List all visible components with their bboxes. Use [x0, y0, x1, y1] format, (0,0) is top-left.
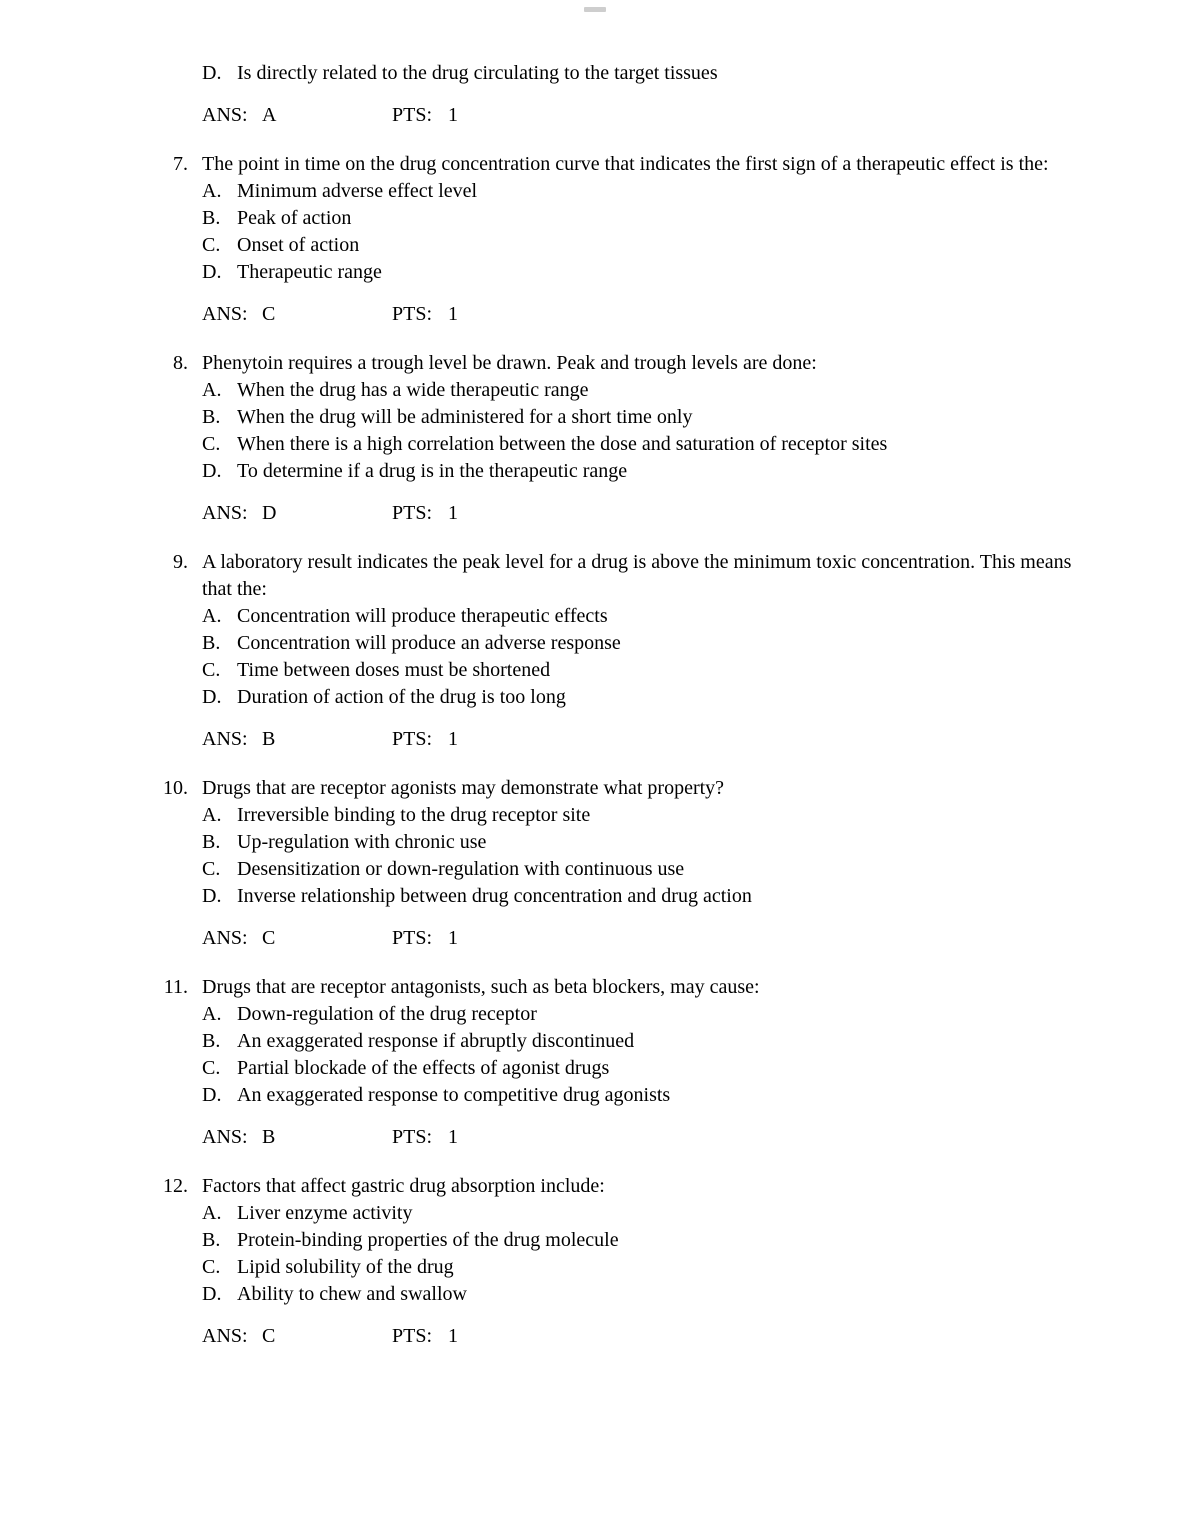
question-stem: A laboratory result indicates the peak level for a drug is above the minimum toxic concentration. This means that the: — [202, 551, 1072, 600]
question-number: 11. — [163, 976, 188, 998]
ans-label: ANS: — [202, 927, 248, 949]
option-letter: C. — [202, 858, 221, 880]
option-text: When there is a high correlation between the dose and saturation of receptor sites — [237, 433, 888, 455]
option-letter: B. — [202, 406, 221, 428]
question-number: 9. — [173, 551, 188, 573]
option-row — [202, 458, 1082, 485]
option-letter: D. — [202, 460, 222, 482]
option-row — [202, 178, 1082, 205]
question-stem-row — [163, 775, 1082, 802]
ans-label: ANS: — [202, 728, 248, 750]
option-row — [202, 802, 1082, 829]
option-letter: C. — [202, 659, 221, 681]
ans-label: ANS: — [202, 1126, 248, 1148]
option-text: An exaggerated response if abruptly discontinued — [237, 1030, 635, 1052]
option-row — [202, 232, 1082, 259]
option-letter: C. — [202, 1256, 221, 1278]
options-list — [202, 1001, 1082, 1109]
pts-value: 1 — [448, 1325, 458, 1347]
question-stem: Phenytoin requires a trough level be drawn. Peak and trough levels are done: — [202, 352, 817, 374]
pts-label: PTS: — [392, 927, 433, 949]
ans-label: ANS: — [202, 1325, 248, 1347]
option-letter: D. — [202, 1283, 222, 1305]
pts-label: PTS: — [392, 104, 433, 126]
option-text: Lipid solubility of the drug — [237, 1256, 454, 1278]
pts-value: 1 — [448, 303, 458, 325]
option-row — [202, 856, 1082, 883]
option-letter: B. — [202, 1229, 221, 1251]
option-row — [202, 1227, 1082, 1254]
answer-row — [202, 925, 1082, 952]
question-block — [173, 350, 1082, 527]
option-letter: A. — [202, 1202, 222, 1224]
option-letter: D. — [202, 261, 222, 283]
option-letter: C. — [202, 1057, 221, 1079]
option-letter: D. — [202, 686, 222, 708]
option-row — [202, 1082, 1082, 1109]
ans-label: ANS: — [202, 303, 248, 325]
ans-label: ANS: — [202, 104, 248, 126]
option-letter: A. — [202, 180, 222, 202]
option-letter: B. — [202, 1030, 221, 1052]
question-stem-row — [173, 549, 1082, 603]
option-text: Concentration will produce therapeutic effects — [237, 605, 608, 627]
option-row — [202, 684, 1082, 711]
question-stem: Drugs that are receptor antagonists, such as beta blockers, may cause: — [202, 976, 760, 998]
answer-row — [202, 1124, 1082, 1151]
options-list — [202, 60, 1082, 87]
pts-label: PTS: — [392, 1325, 433, 1347]
option-letter: C. — [202, 433, 221, 455]
ans-value: B — [262, 1126, 276, 1148]
answer-row — [202, 500, 1082, 527]
question-block — [163, 974, 1082, 1151]
question-stem-row — [163, 1173, 1082, 1200]
option-letter: B. — [202, 831, 221, 853]
answer-row — [202, 102, 1082, 129]
option-text: Time between doses must be shortened — [237, 659, 551, 681]
ans-value: C — [262, 1325, 276, 1347]
option-text: Therapeutic range — [237, 261, 382, 283]
question-number: 7. — [173, 153, 188, 175]
ans-value: C — [262, 927, 276, 949]
option-text: Desensitization or down-regulation with continuous use — [237, 858, 685, 880]
question-block — [173, 151, 1082, 328]
option-text: Is directly related to the drug circulating to the target tissues — [237, 62, 718, 84]
question-block — [163, 775, 1082, 952]
question-block — [173, 549, 1082, 753]
pts-label: PTS: — [392, 1126, 433, 1148]
option-text: To determine if a drug is in the therapeutic range — [237, 460, 628, 482]
pts-label: PTS: — [392, 303, 433, 325]
question-stem-row — [163, 974, 1082, 1001]
ans-value: A — [262, 104, 277, 126]
pts-value: 1 — [448, 927, 458, 949]
pts-value: 1 — [448, 502, 458, 524]
option-row — [202, 883, 1082, 910]
option-row — [202, 259, 1082, 286]
option-text: When the drug has a wide therapeutic range — [237, 379, 589, 401]
option-row — [202, 431, 1082, 458]
page-top-micro-text — [584, 7, 606, 12]
option-row — [202, 404, 1082, 431]
option-text: Protein-binding properties of the drug molecule — [237, 1229, 619, 1251]
option-row — [202, 1200, 1082, 1227]
option-letter: D. — [202, 885, 222, 907]
option-row — [202, 1254, 1082, 1281]
option-row — [202, 1055, 1082, 1082]
option-letter: A. — [202, 804, 222, 826]
options-list — [202, 377, 1082, 485]
option-row — [202, 630, 1082, 657]
question-block — [163, 1173, 1082, 1350]
answer-row — [202, 1323, 1082, 1350]
questions-list — [163, 60, 1082, 1350]
option-text: Minimum adverse effect level — [237, 180, 478, 202]
pts-label: PTS: — [392, 728, 433, 750]
option-letter: D. — [202, 62, 222, 84]
question-stem-row — [173, 350, 1082, 377]
pts-label: PTS: — [392, 502, 433, 524]
options-list — [202, 802, 1082, 910]
option-letter: D. — [202, 1084, 222, 1106]
option-text: Partial blockade of the effects of agonist drugs — [237, 1057, 610, 1079]
option-text: Inverse relationship between drug concentration and drug action — [237, 885, 752, 907]
option-text: Peak of action — [237, 207, 352, 229]
option-row — [202, 1001, 1082, 1028]
question-stem: Drugs that are receptor agonists may demonstrate what property? — [202, 777, 725, 799]
option-text: Irreversible binding to the drug receptor site — [237, 804, 591, 826]
option-text: Ability to chew and swallow — [237, 1283, 467, 1305]
option-letter: A. — [202, 1003, 222, 1025]
question-stem: Factors that affect gastric drug absorption include: — [202, 1175, 605, 1197]
option-letter: A. — [202, 379, 222, 401]
option-row — [202, 205, 1082, 232]
option-letter: B. — [202, 207, 221, 229]
options-list — [202, 603, 1082, 711]
option-text: Liver enzyme activity — [237, 1202, 413, 1224]
options-list — [202, 178, 1082, 286]
option-letter: A. — [202, 605, 222, 627]
option-row — [202, 603, 1082, 630]
option-letter: B. — [202, 632, 221, 654]
option-row — [202, 377, 1082, 404]
option-letter: C. — [202, 234, 221, 256]
option-text: An exaggerated response to competitive drug agonists — [237, 1084, 671, 1106]
option-text: When the drug will be administered for a short time only — [237, 406, 693, 428]
option-row — [202, 1281, 1082, 1308]
question-block — [202, 60, 1082, 129]
pts-value: 1 — [448, 1126, 458, 1148]
pts-value: 1 — [448, 728, 458, 750]
ans-value: D — [262, 502, 277, 524]
option-text: Onset of action — [237, 234, 360, 256]
option-row — [202, 829, 1082, 856]
option-text: Down-regulation of the drug receptor — [237, 1003, 537, 1025]
option-row — [202, 1028, 1082, 1055]
question-stem-row — [173, 151, 1082, 178]
options-list — [202, 1200, 1082, 1308]
answer-row — [202, 726, 1082, 753]
option-row — [202, 60, 1082, 87]
pts-value: 1 — [448, 104, 458, 126]
ans-label: ANS: — [202, 502, 248, 524]
question-stem: The point in time on the drug concentration curve that indicates the first sign of a therapeutic effect is the: — [202, 153, 1049, 175]
option-text: Concentration will produce an adverse response — [237, 632, 621, 654]
option-text: Up-regulation with chronic use — [237, 831, 487, 853]
answer-row — [202, 301, 1082, 328]
question-number: 8. — [173, 352, 188, 374]
option-text: Duration of action of the drug is too long — [237, 686, 566, 708]
option-row — [202, 657, 1082, 684]
question-number: 10. — [163, 777, 188, 799]
ans-value: B — [262, 728, 276, 750]
ans-value: C — [262, 303, 276, 325]
question-number: 12. — [163, 1175, 188, 1197]
